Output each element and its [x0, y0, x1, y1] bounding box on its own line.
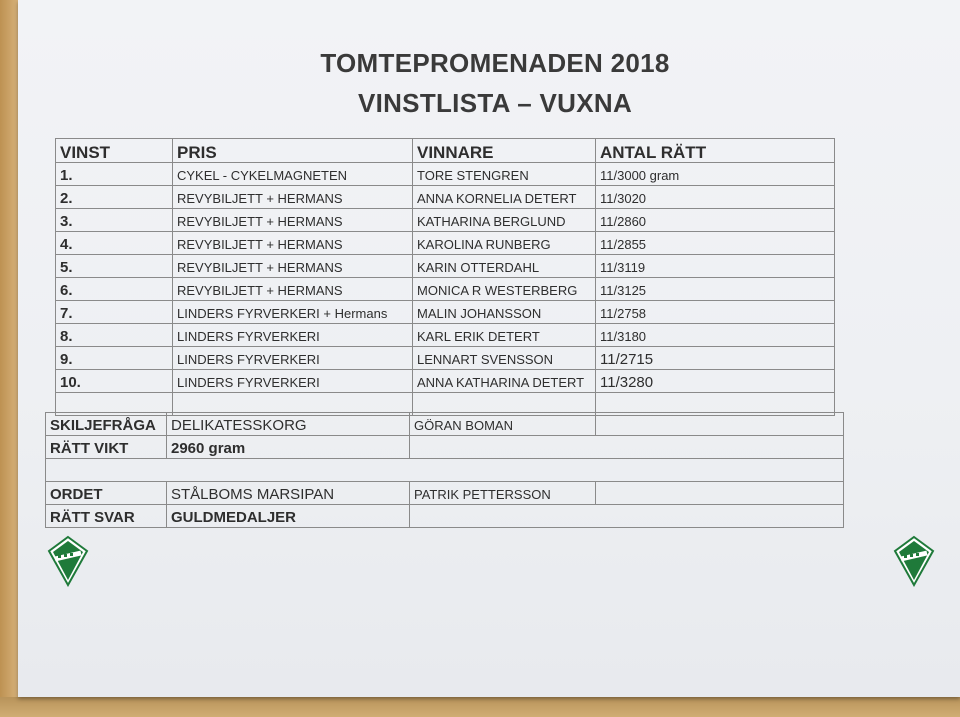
winner-cell: MALIN JOHANSSON	[413, 301, 596, 324]
word-answer-row	[46, 505, 844, 528]
score-cell: 11/3000 gram	[596, 163, 835, 186]
place-cell: 9.	[56, 347, 173, 370]
place-cell: 10.	[56, 370, 173, 393]
score-cell: 11/2860	[596, 209, 835, 232]
place-cell: 5.	[56, 255, 173, 278]
table-row	[56, 163, 835, 186]
prize-cell: LINDERS FYRVERKERI + Hermans	[173, 301, 413, 324]
header-pris: PRIS	[173, 139, 413, 163]
tiebreak-answer-row	[46, 436, 844, 459]
table-header-row	[56, 139, 835, 163]
tiebreak-label: SKILJEFRÅGA	[46, 413, 167, 436]
word-answer-label: RÄTT SVAR	[46, 505, 167, 528]
document-title: TOMTEPROMENADEN 2018	[320, 48, 670, 78]
table-row	[56, 186, 835, 209]
score-cell: 11/2758	[596, 301, 835, 324]
tiebreak-answer: 2960 gram	[167, 436, 410, 459]
club-logo-right	[893, 535, 935, 587]
word-answer: GULDMEDALJER	[167, 505, 410, 528]
score-cell: 11/3125	[596, 278, 835, 301]
place-cell: 3.	[56, 209, 173, 232]
prize-table	[55, 138, 835, 416]
place-cell: 7.	[56, 301, 173, 324]
word-prize: STÅLBOMS MARSIPAN	[167, 482, 410, 505]
table-row	[56, 232, 835, 255]
prize-cell: REVYBILJETT + HERMANS	[173, 255, 413, 278]
winner-cell: KATHARINA BERGLUND	[413, 209, 596, 232]
header-vinst: VINST	[56, 139, 173, 163]
place-cell: 4.	[56, 232, 173, 255]
score-cell: 11/3020	[596, 186, 835, 209]
tiebreak-prize: DELIKATESSKORG	[167, 413, 410, 436]
winner-cell: MONICA R WESTERBERG	[413, 278, 596, 301]
tiebreak-table	[45, 412, 844, 528]
place-cell: 6.	[56, 278, 173, 301]
table-row	[56, 324, 835, 347]
winner-cell: ANNA KORNELIA DETERT	[413, 186, 596, 209]
club-logo-left	[47, 535, 89, 587]
empty-cell	[410, 505, 844, 528]
prize-cell: REVYBILJETT + HERMANS	[173, 278, 413, 301]
word-row	[46, 482, 844, 505]
table-row	[56, 278, 835, 301]
table-row	[56, 301, 835, 324]
place-cell: 2.	[56, 186, 173, 209]
empty-cell	[46, 459, 844, 482]
table-row	[56, 209, 835, 232]
winner-cell: LENNART SVENSSON	[413, 347, 596, 370]
table-row	[56, 347, 835, 370]
score-cell: 11/2715	[596, 347, 835, 370]
prize-cell: REVYBILJETT + HERMANS	[173, 186, 413, 209]
tiebreak-answer-label: RÄTT VIKT	[46, 436, 167, 459]
prize-cell: LINDERS FYRVERKERI	[173, 370, 413, 393]
table-row	[56, 370, 835, 393]
score-cell: 11/3280	[596, 370, 835, 393]
score-cell: 11/2855	[596, 232, 835, 255]
table-row	[56, 255, 835, 278]
tiebreak-winner: GÖRAN BOMAN	[410, 413, 596, 436]
prize-cell: REVYBILJETT + HERMANS	[173, 232, 413, 255]
winner-cell: KARIN OTTERDAHL	[413, 255, 596, 278]
place-cell: 8.	[56, 324, 173, 347]
prize-cell: LINDERS FYRVERKERI	[173, 324, 413, 347]
header-antal-ratt: ANTAL RÄTT	[596, 139, 835, 163]
spacer-row	[46, 459, 844, 482]
document-subtitle: VINSTLISTA – VUXNA	[357, 88, 633, 118]
background-floor	[0, 697, 960, 717]
score-cell: 11/3119	[596, 255, 835, 278]
prize-cell: LINDERS FYRVERKERI	[173, 347, 413, 370]
empty-cell	[596, 413, 844, 436]
word-label: ORDET	[46, 482, 167, 505]
winner-cell: KAROLINA RUNBERG	[413, 232, 596, 255]
empty-cell	[596, 482, 844, 505]
empty-cell	[410, 436, 844, 459]
score-cell: 11/3180	[596, 324, 835, 347]
place-cell: 1.	[56, 163, 173, 186]
word-winner: PATRIK PETTERSSON	[410, 482, 596, 505]
prize-cell: REVYBILJETT + HERMANS	[173, 209, 413, 232]
winner-cell: ANNA KATHARINA DETERT	[413, 370, 596, 393]
winner-cell: KARL ERIK DETERT	[413, 324, 596, 347]
header-vinnare: VINNARE	[413, 139, 596, 163]
prize-cell: CYKEL - CYKELMAGNETEN	[173, 163, 413, 186]
tiebreak-row	[46, 413, 844, 436]
winner-cell: TORE STENGREN	[413, 163, 596, 186]
